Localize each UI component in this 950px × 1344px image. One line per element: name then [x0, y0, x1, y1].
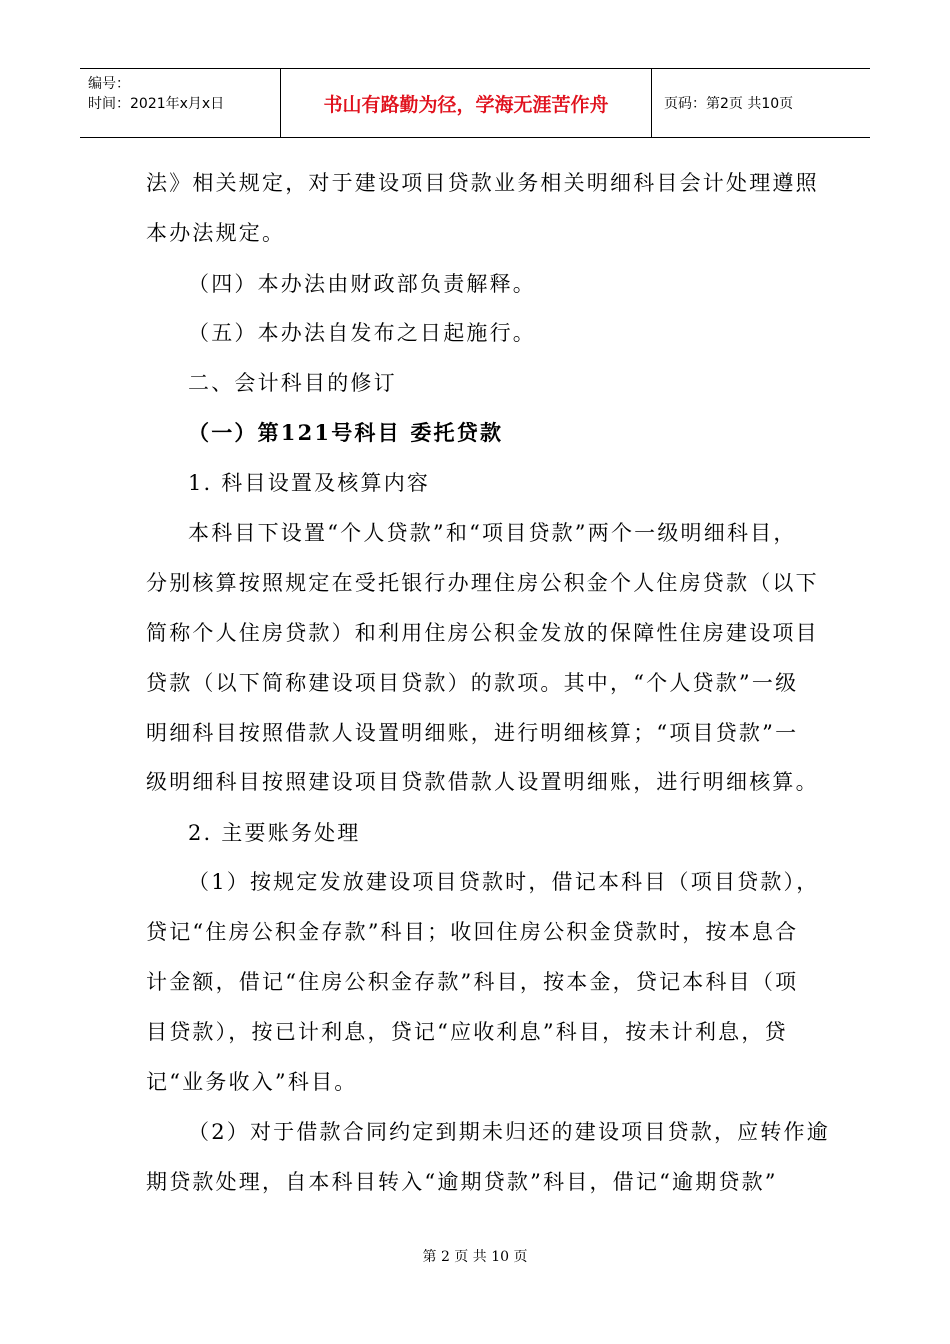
body-line: （1）按规定发放建设项目贷款时，借记本科目（项目贷款）， [188, 870, 820, 894]
body-line: 目贷款），按已计利息，贷记“应收利息”科目，按未计利息，贷 [146, 1020, 788, 1044]
item-heading: 2. 主要账务处理 [188, 821, 361, 845]
page-header [80, 68, 870, 138]
body-line: 记“业务收入”科目。 [146, 1070, 358, 1094]
header-page-info [652, 69, 870, 137]
body-line: 本办法规定。 [146, 221, 286, 245]
header-motto: 书山有路勤为径，学海无涯苦作舟 [281, 69, 652, 137]
header-meta [80, 69, 281, 137]
body-line: 级明细科目按照建设项目贷款借款人设置明细账，进行明细核算。 [146, 770, 819, 794]
body-line: 期贷款处理，自本科目转入“逾期贷款”科目，借记“逾期贷款” [146, 1170, 778, 1194]
item-heading: 1. 科目设置及核算内容 [188, 471, 431, 495]
body-line: 明细科目按照借款人设置明细账，进行明细核算；“项目贷款”一 [146, 721, 799, 745]
subsection-heading: （一）第121号科目 委托贷款 [188, 420, 504, 445]
page-footer: 第 2 页 共 10 页 [422, 1249, 528, 1265]
body-line: 计金额，借记“住房公积金存款”科目，按本金，贷记本科目（项 [146, 970, 799, 994]
body-line: 简称个人住房贷款）和利用住房公积金发放的保障性住房建设项目 [146, 621, 819, 645]
body-line: 分别核算按照规定在受托银行办理住房公积金个人住房贷款（以下 [146, 571, 819, 595]
body-line: （2）对于借款合同约定到期未归还的建设项目贷款，应转作逾 [188, 1120, 830, 1144]
body-line: （五）本办法自发布之日起施行。 [188, 321, 536, 345]
body-line: 本科目下设置“个人贷款”和“项目贷款”两个一级明细科目， [188, 521, 797, 545]
body-line: （四）本办法由财政部负责解释。 [188, 272, 536, 296]
body-line: 贷记“住房公积金存款”科目；收回住房公积金贷款时，按本息合 [146, 920, 799, 944]
section-heading: 二、会计科目的修订 [188, 371, 397, 395]
body-line: 法》相关规定，对于建设项目贷款业务相关明细科目会计处理遵照 [146, 171, 819, 195]
page-info-text: 页码：第2页 共10页 [664, 96, 794, 112]
number-label: 编号： [88, 76, 130, 92]
time-label: 时间：2021年x月x日 [88, 96, 225, 112]
body-line: 贷款（以下简称建设项目贷款）的款项。其中，“个人贷款”一级 [146, 671, 799, 695]
